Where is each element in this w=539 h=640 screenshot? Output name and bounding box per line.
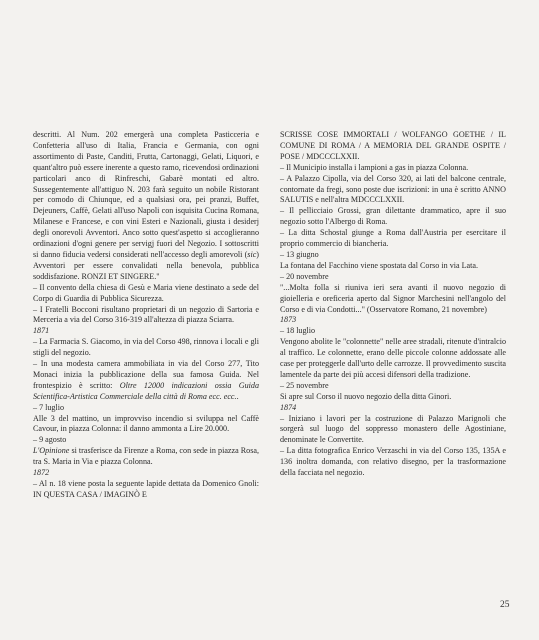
paragraph-goethe: SCRISSE COSE IMMORTALI / WOLFANGO GOETHE / IL COMUNE DI ROMA / A MEMORIA DEL GRANDE OSPITE / POSE / MDCCCLXXII. (280, 130, 506, 161)
paragraph-facchino: La fontana del Facchino viene spostata dal Corso in via Lata. (280, 260, 479, 270)
paragraph-opinione (33, 446, 259, 468)
date-18-luglio: – 18 luglio (280, 326, 316, 336)
paragraph-marchesini: "...Molta folla si riuniva ieri sera avanti il nuovo negozio di gioielleria e oreficeria aperto dal Signor Marchesini nell'angolo del Corso e di via Condotti..." (Osservatore Romano, 21 novembre) (280, 282, 506, 314)
right-column (280, 130, 506, 479)
paragraph-colonnette: Vengono abolite le "colonnette" nelle aree stradali, ritenute d'intralcio al traffico. Le colonnette, erano delle piccole colonne addossate alle case per proteggerle dall'urto delle carrozze. Il provvedimento suscita lamentele da parte dei più accesi difensori della tradizione. (280, 337, 506, 379)
year-heading-1872: 1872 (33, 468, 50, 478)
date-13-giugno: – 13 giugno (280, 249, 319, 259)
text-segment: descritti. Al Num. 202 emergerà una completa Pasticceria e Confetteria all'uso di Italia, Francia e Germania, con ogni assortimento di Paste, Canditi, Frutta, Cartonaggi, Gelati, Liquori, e quant'altro può essere inerente a questo ramo, ricevendosi ordinazioni particolari anco di Rinfreschi, Gabarè montati ed altro. Sussegentemente all'attiguo N. 203 farà seguito un nobile Ristorant per comodo di Chiunque, ed a qualsiasi ora, pei pranzi, Buffet, Dejeuners, Caffè, Gelati all'uso Napoli con isquisita Cucina Romana, Milanese e Francese, e con vini Esteri e Nazionali, giusta i desiderj degli onorevoli Avventori. Anco sotto quest'aspetto si accoglieranno ordinazioni d'ogni genere per servigj fuori del Negozio. I sottoscritti si danno fiducia vedersi considerati nell'accesso degli amorevoli ( (33, 130, 259, 259)
paragraph-grossi: – Il pellicciaio Grossi, gran dilettante drammatico, apre il suo negozio sotto l'Albergo di Roma. (280, 206, 506, 227)
paragraph-incendio: Alle 3 del mattino, un improvviso incendio si sviluppa nel Caffè Cavour, in piazza Colonna: il danno ammonta a Lire 20.000. (33, 413, 259, 434)
year-heading-1871: 1871 (33, 326, 50, 336)
paragraph-farmacia: – La Farmacia S. Giacomo, in via del Corso 498, rinnova i locali e gli stigli del negozio. (33, 337, 259, 358)
text-segment: – In una modesta camera ammobiliata in via del Corso 277, Tito Monaci inizia la pubblicazione della sua famosa Guida. Nel frontespizio è scritto: (33, 359, 259, 390)
paragraph-monaci (33, 359, 259, 403)
text-segment: si trasferisce da Firenze a Roma, con sede in piazza Rosa, tra S. Maria in Via e piazza Colonna. (33, 446, 259, 467)
text-segment: . (236, 391, 239, 401)
sic-italic: sic (247, 249, 257, 259)
paragraph-ginori: Si apre sul Corso il nuovo negozio della ditta Ginori. (280, 391, 452, 401)
paragraph-bocconi: – I Fratelli Bocconi risultano proprietari di un negozio di Sartoria e Merceria a via del Corso 316-319 all'altezza di piazza Sciarra. (33, 304, 259, 325)
paragraph-lampioni: – Il Municipio installa i lampioni a gas in piazza Colonna. (280, 162, 469, 172)
guida-title-italic: Oltre 12000 indicazioni ossia Guida Scientifica-Artistica Commerciale della città di Roma ecc. ecc. (33, 380, 259, 401)
date-7-luglio: – 7 luglio (33, 402, 65, 412)
date-9-agosto: – 9 agosto (33, 435, 67, 445)
paragraph-schostal: – La ditta Schostal giunge a Roma dall'Austria per esercitare il proprio commercio di biancheria. (280, 228, 506, 249)
paragraph-verzaschi: – La ditta fotografica Enrico Verzaschi in via del Corso 135, 135A e 136 inoltra domanda, con relativo disegno, per la trasformazione della facciata nel negozio. (280, 446, 506, 478)
paragraph-cipolla: – A Palazzo Cipolla, via del Corso 320, ai lati del balcone centrale, contornate da fregi, sono poste due iscrizioni: in una è scritto ANNO SALUTIS e nell'altra MDCCCLXXII. (280, 173, 506, 205)
text-segment: ) Avventori per essere convalidati nella benevola, pubblica soddisfazione. RONZI ET SINGERE." (33, 249, 259, 281)
paragraph-convento: – Il convento della chiesa di Gesù e Maria viene destinato a sede del Corpo di Guardia di Pubblica Sicurezza. (33, 282, 259, 303)
paragraph-lapide: – Al n. 18 viene posta la seguente lapide dettata da Domenico Gnoli: IN QUESTA CASA / IMAGINÒ E (33, 479, 259, 499)
paragraph-pasticceria (33, 130, 259, 283)
page-number: 25 (500, 600, 510, 610)
date-25-novembre: – 25 novembre (280, 380, 329, 390)
paragraph-marignoli: – Iniziano i lavori per la costruzione di Palazzo Marignoli che sorgerà sul luogo del soppresso monastero delle Agostiniane, denominate le Convertite. (280, 413, 506, 445)
year-heading-1873: 1873 (280, 315, 297, 325)
opinione-italic: L'Opinione (33, 446, 70, 456)
year-heading-1874: 1874 (280, 402, 297, 412)
date-20-novembre: – 20 novembre (280, 271, 329, 281)
left-column (33, 130, 259, 501)
